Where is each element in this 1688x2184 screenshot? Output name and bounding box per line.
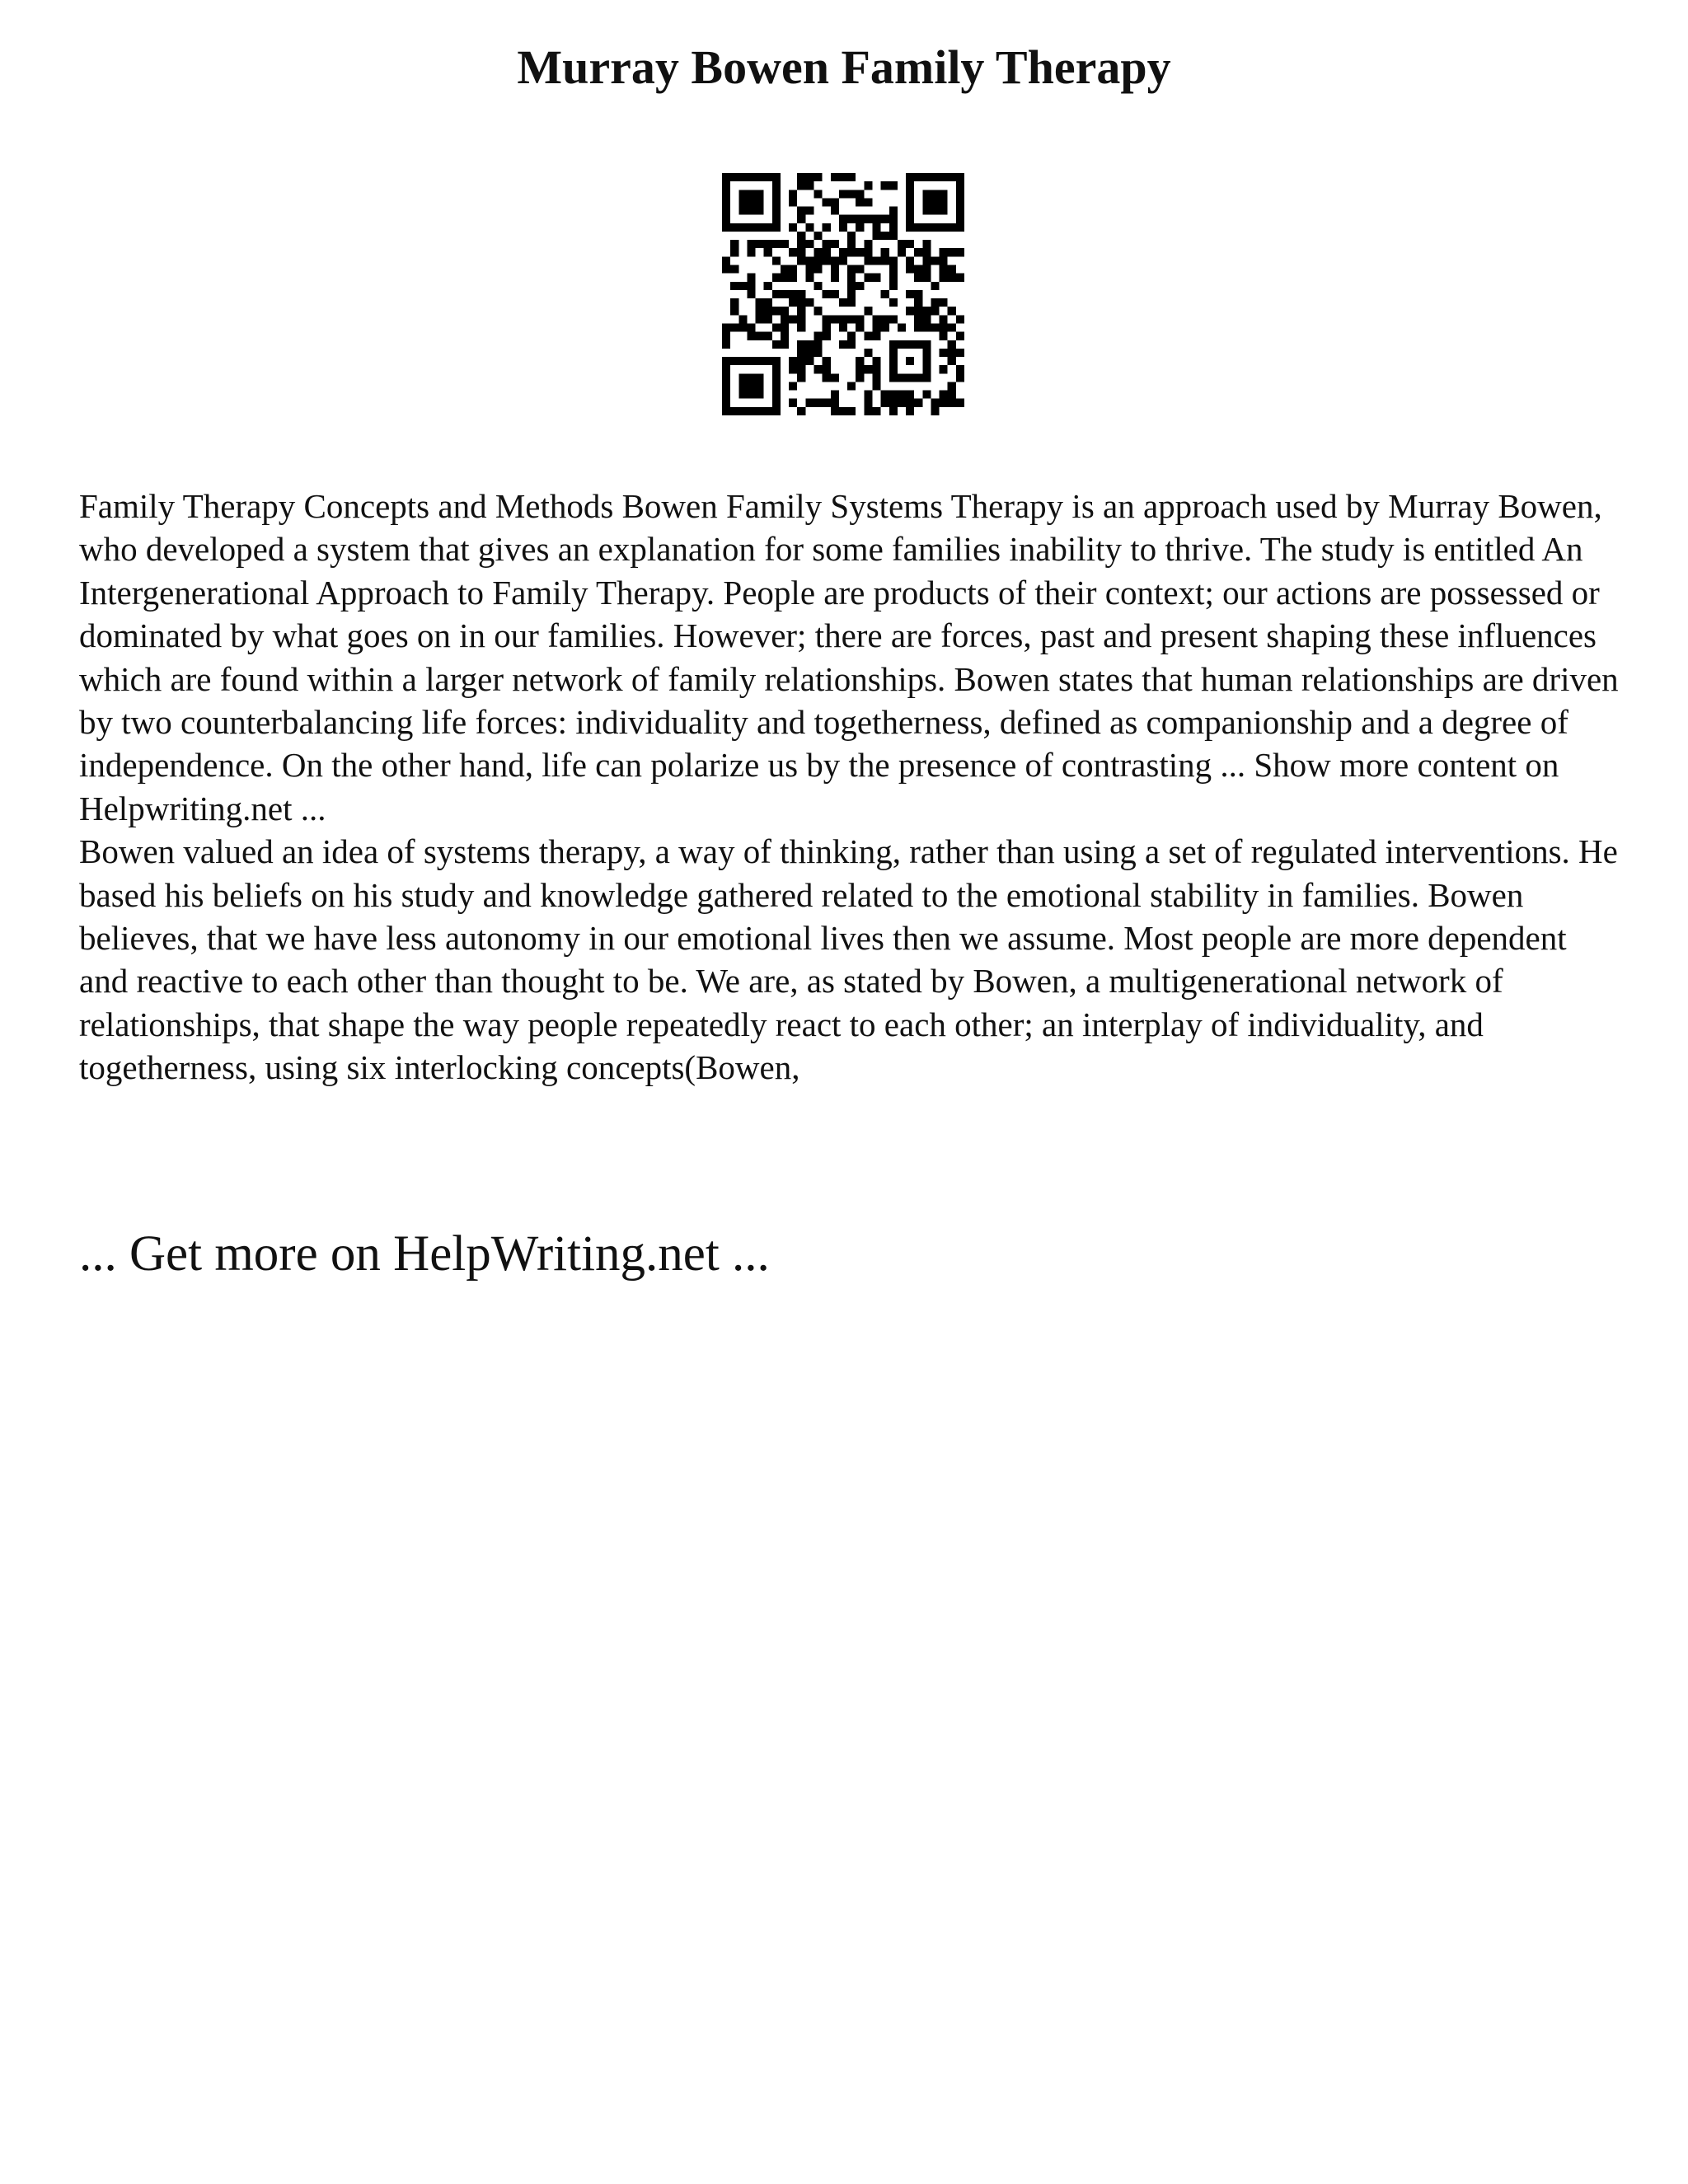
- paragraph-2: Bowen valued an idea of systems therapy, a way of thinking, rather than using a set of regulated interventions. He based his beliefs on his study and knowledge gathered related to the emotional stability in families. Bowen believes, that we have less autonomy in our emotional lives then we assume. Most people are more dependent and reactive to each other than thought to be. We are, as stated by Bowen, a multigenerational network of relationships, that shape the way people repeatedly react to each other; an interplay of individuality, and togetherness, using six interlocking concepts(Bowen,: [79, 832, 1618, 1087]
- qr-alignment-pattern: [889, 340, 931, 382]
- qr-finder-top-right: [906, 173, 964, 232]
- paragraph-1: Family Therapy Concepts and Methods Bowen Family Systems Therapy is an approach used by Murray Bowen, who developed a system that gives an explanation for some families inability to thrive. The study is entitled An Intergenerational Approach to Family Therapy. People are products of their context; our actions are possessed or dominated by what goes on in our families. However; there are forces, past and present shaping these influences which are found within a larger network of family relationships. Bowen states that human relationships are driven by two counterbalancing life forces: individuality and togetherness, defined as companionship and a degree of independence. On the other hand, life can polarize us by the presence of contrasting ... Show more content on Helpwriting.net ...: [79, 487, 1619, 827]
- article-body: [79, 485, 1620, 1090]
- qr-finder-bottom-left: [722, 357, 781, 415]
- qr-code-icon: [722, 173, 964, 415]
- get-more-link[interactable]: ... Get more on HelpWriting.net ...: [79, 1226, 770, 1282]
- qr-finder-top-left: [722, 173, 781, 232]
- page-title: Murray Bowen Family Therapy: [517, 40, 1171, 94]
